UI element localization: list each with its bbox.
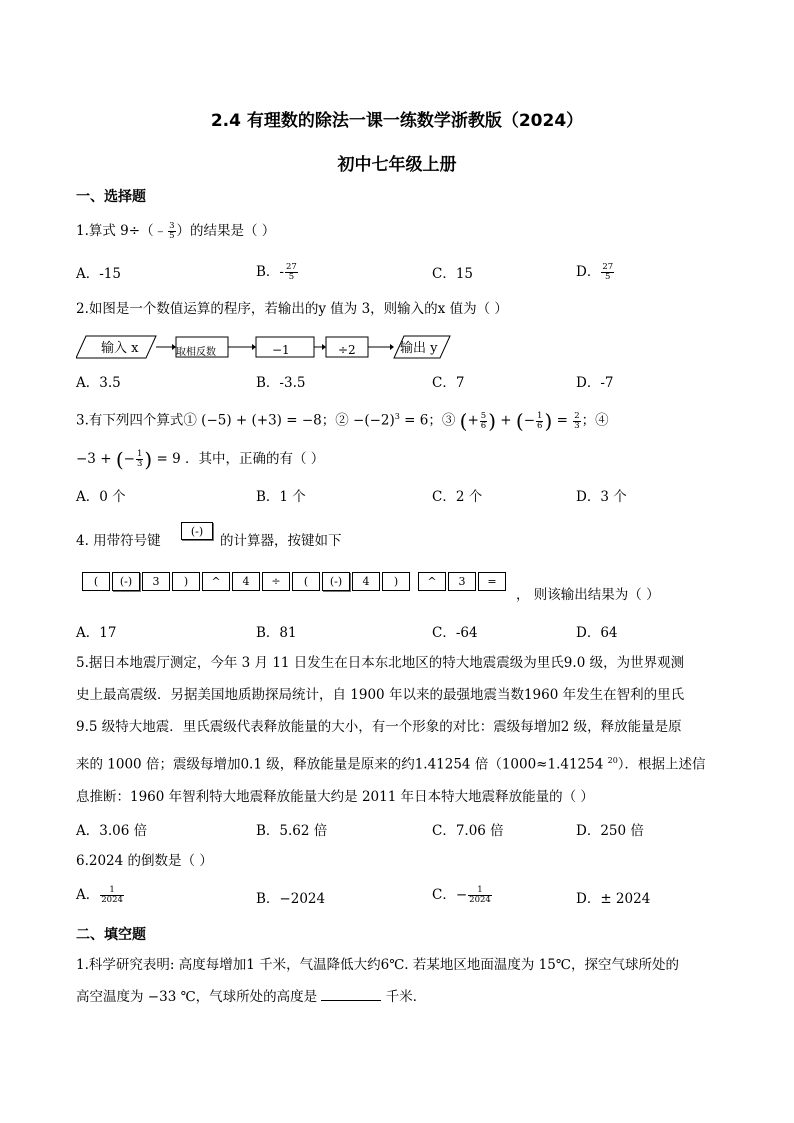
q3-frac-b-den: 6 [537,420,543,431]
key-12 [418,572,446,591]
key-8-label: ( [303,575,309,588]
question-4-tail: ， 则该输出结果为（ ） [516,587,660,603]
q3-expr-1-2: ① (−5) + (+3) = −8；② −(−2) [183,412,395,429]
question-6: 6.2024 的倒数是（ ） [76,853,213,869]
q3-frac-1-6 [536,412,543,431]
q3-paren-open-3: ( [115,447,124,472]
flow-arrowhead-2 [252,344,256,350]
flow-label-div2: ÷2 [338,343,356,357]
q1-frac-num: 3 [169,221,175,231]
q5-option-c: C．7.06 倍 [432,823,504,839]
q1-b-num: 27 [285,262,297,272]
q6-option-c [432,886,493,905]
q1-frac-den: 5 [169,231,175,241]
question-1 [76,222,275,241]
q2-option-a: A．3.5 [76,375,121,391]
fill-1-line-2-b: 千米． [385,989,427,1005]
q3-expr-2-end: = 6；③ [399,412,460,429]
page-subtitle: 初中七年级上册 [337,155,457,175]
key-1-label: ( [93,575,99,588]
q3-paren-open-1: ( [459,409,468,433]
key-negative-sign [181,522,213,540]
key-3 [142,572,170,591]
key-6-label: 4 [242,575,250,588]
key-12-label: ^ [427,575,437,588]
q5-line-4-text: 来的 1000 倍；震级每增加0.1 级，释放能量是原来的约1.41254 倍（1000≈1.41254 [76,756,604,773]
key-2-label: (-) [119,575,133,588]
q3-question-tail: = 9 ．其中，正确的有（ ） [156,451,325,467]
q3-frac-c-num: 2 [574,410,580,421]
fill-1-line-1: 1.科学研究表明: 高度每增加1 千米，气温降低大约6℃. 若某地区地面温度为 15℃，探空气球所处的 [76,957,679,973]
key-4 [172,572,200,591]
q4-option-d: D．64 [576,625,618,641]
key-negative-label: (-) [190,524,204,538]
key-11-label: ) [393,575,399,588]
q3-frac-5-6 [480,412,487,431]
q3-paren-open-2: ( [515,409,524,433]
key-9 [322,572,350,591]
key-7 [262,572,290,591]
q3-frac-a-den: 6 [480,420,487,431]
q6-option-a-frac [100,886,124,905]
q5-option-b: B．5.62 倍 [256,823,328,839]
question-3-line-1: 3.有下列四个算式① (−5) + (+3) = −8；② $-(-2)^3 = 6$；③ (+ $\frac{5}{6}$ ) + (− $\frac{1}{6}$ ) = $\frac{2}{3}$ ；④ [76,409,609,433]
flow-label-negate: 取相反数 [176,347,216,358]
q6-option-b: B．−2024 [256,891,326,907]
q1-option-b [256,263,299,282]
q5-line-2: 史上最高震级．另据美国地质勘探局统计，自 1900 年以来的最强地震当数1960 年发生在智利的里氏 [76,687,685,703]
q6-option-a-label: A． [76,887,100,903]
key-3-label: 3 [152,575,160,588]
key-13-label: 3 [458,575,466,588]
q2-option-b: B．-3.5 [256,375,306,391]
key-5 [202,572,230,591]
q3-exponent: 3 [394,412,400,421]
flow-label-minus1: −1 [272,343,290,357]
q1-option-d-frac [601,263,614,282]
q1-stem-a: 1.算式 9÷（﹣ [76,223,168,239]
page-title: 2.4 有理数的除法一课一练数学浙教版（2024） [210,111,584,131]
q6-a-num: 1 [100,886,124,896]
key-5-label: ^ [211,575,221,588]
q1-stem-b: ）的结果是（ ） [176,223,276,239]
q1-option-c: C．15 [432,266,474,282]
q5-option-a: A．3.06 倍 [76,823,148,839]
q1-d-num: 27 [602,262,614,272]
key-4-label: ) [183,575,189,588]
q1-d-den: 5 [605,272,611,282]
fill-1-line-2-a: 高空温度为 −33 ℃，气球所处的高度是 [76,989,318,1005]
q3-paren-close-2: ) [544,409,553,433]
q6-a-den: 2024 [101,895,123,905]
q4-option-b: B．81 [256,625,297,641]
key-13 [448,572,476,591]
q1-option-a: A．-15 [76,266,121,282]
section-heading-choice: 一、选择题 [76,189,146,205]
key-6 [232,572,260,591]
key-14 [478,572,506,591]
q3-frac-2-3 [573,412,580,431]
q5-line-1: 5.据日本地震厅测定，今年 3 月 11 日发生在日本东北地区的特大地震震级为里氏9.0 级，为世界观测 [76,655,685,671]
q1-option-b-frac [285,263,298,282]
q5-line-3: 9.5 级特大地震．里氏震级代表释放能量的大小，有一个形象的对比：震级每增加2 级，释放能量是原 [76,719,682,735]
q3-option-a: A．0 个 [76,489,126,505]
q3-option-c: C．2 个 [432,489,483,505]
section-heading-fill: 二、填空题 [76,927,146,943]
q3-paren-close-3: ) [144,447,153,472]
q2-option-c: C．7 [432,375,465,391]
q1-option-b-label: B．- [256,264,284,280]
key-10 [352,572,380,591]
q6-option-a [76,886,125,905]
fill-1-answer-blank[interactable] [321,988,381,1001]
q6-option-c-label: C．− [432,887,468,903]
q3-frac-c-den: 3 [574,420,580,431]
q3-option-b: B．1 个 [256,489,306,505]
q4-option-a: A．17 [76,625,117,641]
q2-option-d: D．-7 [576,375,614,391]
flow-label-output: 输出 y [400,341,438,356]
key-2 [112,572,140,591]
fill-1-line-2 [76,988,426,1006]
q3-paren-close-1: ) [488,409,497,433]
q5-line-4 [76,752,706,774]
q3-circle-4: ④ [595,412,609,429]
flow-arrowhead-3 [322,344,326,350]
q1-fraction [168,222,175,241]
flow-arrowhead-4 [390,344,394,350]
question-4-stem-b: 的计算器，按键如下 [220,533,342,549]
q6-option-d: D．± 2024 [576,891,651,907]
q6-c-num: 1 [468,886,492,896]
q3-option-d: D．3 个 [576,489,627,505]
key-1 [82,572,110,591]
question-4-stem-a: 4. 用带符号键 [76,533,161,549]
q1-b-den: 5 [288,272,295,282]
q6-c-den: 2024 [469,895,491,905]
q3-frac-b-num: 1 [537,410,543,421]
question-2: 2.如图是一个数值运算的程序，若输出的y 值为 3，则输入的x 值为（ ） [76,301,508,317]
q3-frac-d-num: 1 [136,449,143,459]
q5-line-4-tail: ）．根据上述信 [617,756,706,773]
q3-frac-a-num: 5 [480,410,487,421]
key-7-label: ÷ [271,575,281,588]
q1-option-d [576,263,615,282]
flow-label-input: 输入 x [101,341,139,356]
key-14-label: = [487,575,497,588]
key-11 [382,572,410,591]
question-3-line-2: −3 + (− $\frac{1}{3}$ ) = 9 ．其中，正确的有（ ） [76,447,325,472]
q5-line-5: 息推断：1960 年智利特大地震释放能量大约是 2011 年日本特大地震释放能量的（ ） [76,789,594,805]
key-8 [292,572,320,591]
q5-exponent: 20 [607,756,618,765]
q3-expr-4-start: −3 + [76,451,112,467]
key-10-label: 4 [362,575,370,588]
q4-option-c: C．-64 [432,625,478,641]
q3-stem: 3.有下列四个算式 [76,412,184,429]
q5-option-d: D．250 倍 [576,823,644,839]
q3-frac-d-den: 3 [136,459,143,469]
q6-option-c-frac [468,886,492,905]
q1-option-d-label: D． [576,264,601,280]
key-9-label: (-) [329,575,343,588]
q3-frac-1-3 [136,450,143,469]
